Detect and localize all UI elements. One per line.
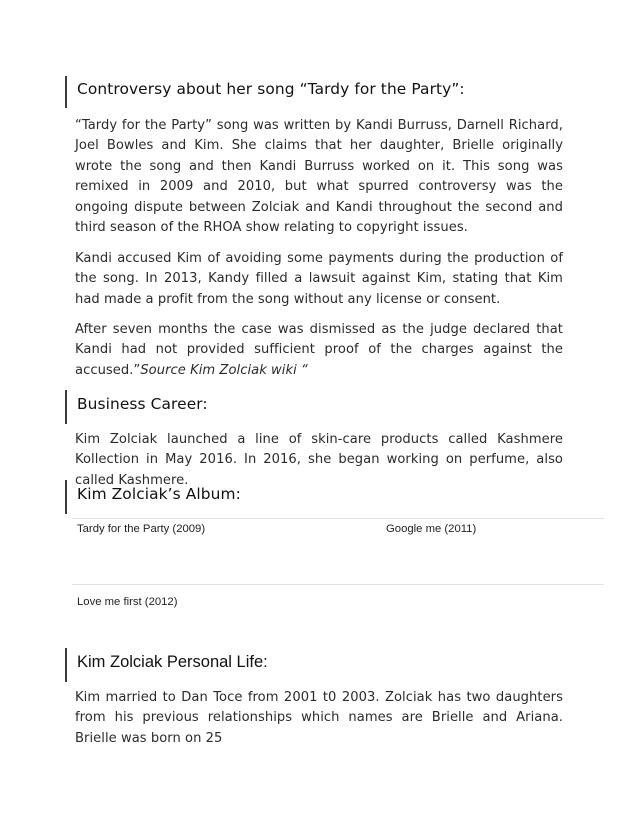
business-paragraph: Kim Zolciak launched a line of skin-care products called Kashmere Kollection in May 2016. In 2016, she began working on perfume, also called Kashmere. — [75, 432, 563, 488]
controversy-paragraph-1: “Tardy for the Party” song was written by Kandi Burruss, Darnell Richard, Joel Bowles and Kim. She claims that her daughter, Brielle originally wrote the song and then Kandi Burruss worked on it. This song was remixed in 2009 and 2010, but what spurred controversy was the ongoing dispute between Zolciak and Kandi throughout the second and third season of the RHOA show relating to copyright issues. — [75, 118, 563, 236]
controversy-paragraph-3 — [75, 320, 563, 381]
business-heading: Business Career: — [65, 390, 208, 424]
album-divider-top — [72, 518, 604, 519]
controversy-paragraph-3-text: After seven months the case was dismissed as the judge declared that Kandi had not provided sufficient proof of the charges against the accused.” — [75, 322, 563, 378]
source-attribution: Source Kim Zolciak wiki “ — [140, 362, 308, 378]
album-heading: Kim Zolciak’s Album: — [65, 480, 241, 514]
album-divider-bottom — [72, 584, 604, 585]
album-item-3: Love me first (2012) — [77, 596, 178, 608]
album-item-1: Tardy for the Party (2009) — [77, 523, 206, 535]
album-item-2: Google me (2011) — [386, 523, 477, 535]
controversy-heading: Controversy about her song “Tardy for the Party”: — [65, 76, 465, 108]
personal-life-paragraph: Kim married to Dan Toce from 2001 t0 2003. Zolciak has two daughters from his previous relationships which names are Brielle and Ariana. Brielle was born on 25 — [75, 690, 563, 746]
personal-life-heading: Kim Zolciak Personal Life: — [65, 648, 268, 682]
controversy-paragraph-2: Kandi accused Kim of avoiding some payments during the production of the song. In 2013, Kandy filled a lawsuit against Kim, stating that Kim had made a profit from the song without any license or consent. — [75, 251, 563, 307]
